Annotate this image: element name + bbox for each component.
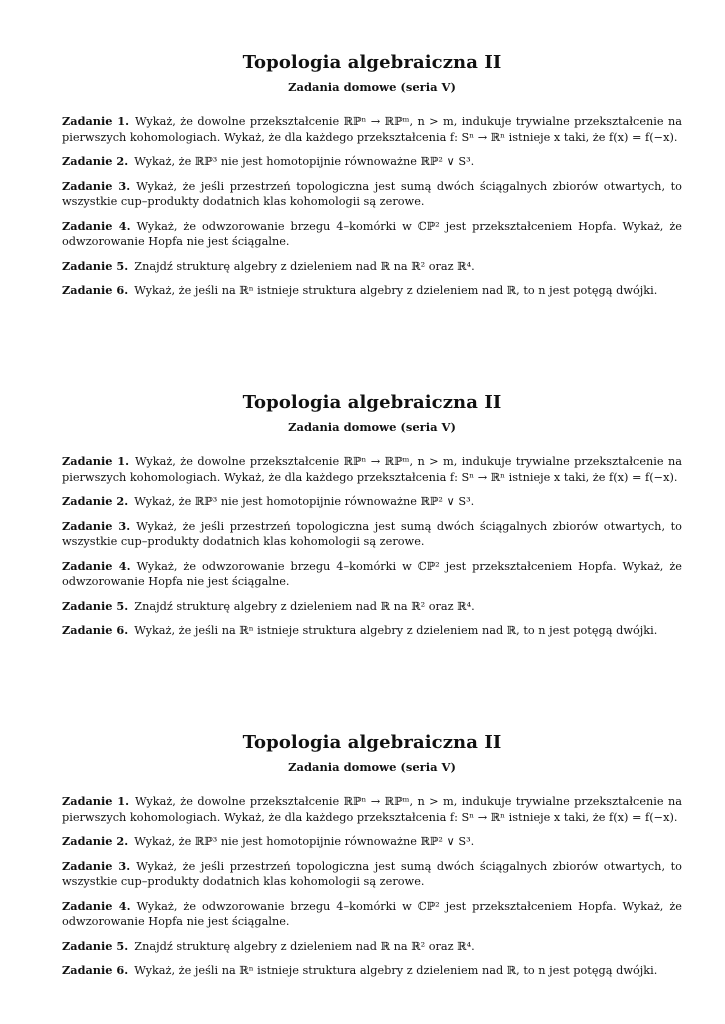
task-6 <box>62 283 682 299</box>
task-3 <box>62 859 682 890</box>
task-label: Zadanie 3. <box>62 518 131 533</box>
task-text: Wykaż, że odwzorowanie brzegu 4–komórki w ℂℙ² jest przekształceniem Hopfa. Wykaż, że odwzorowanie Hopfa nie jest ściągalne. <box>62 899 682 928</box>
task-label: Zadanie 1. <box>62 454 130 468</box>
task-label: Zadanie 5. <box>62 938 129 953</box>
task-text: Wykaż, że ℝℙ³ nie jest homotopijnie równoważne ℝℙ² ∨ S³. <box>134 835 475 848</box>
task-6 <box>62 963 682 979</box>
homework-sheet-1 <box>62 52 682 308</box>
sheet-subtitle: Zadania domowe (seria V) <box>288 80 456 94</box>
sheet-subtitle: Zadania domowe (seria V) <box>288 420 456 434</box>
sheet-title: Topologia algebraiczna II <box>242 732 502 753</box>
task-label: Zadanie 1. <box>62 794 130 808</box>
task-6 <box>62 623 682 639</box>
task-5 <box>62 259 682 275</box>
task-label: Zadanie 3. <box>62 178 131 193</box>
sheet-title: Topologia algebraiczna II <box>242 392 502 413</box>
task-2 <box>62 154 682 170</box>
task-text: Znajdź strukturę algebry z dzieleniem nad ℝ na ℝ² oraz ℝ⁴. <box>134 939 475 953</box>
task-text: Znajdź strukturę algebry z dzieleniem nad ℝ na ℝ² oraz ℝ⁴. <box>134 259 475 273</box>
task-label: Zadanie 4. <box>62 558 131 573</box>
task-text: Wykaż, że jeśli na ℝⁿ istnieje struktura algebry z dzieleniem nad ℝ, to n jest potęgą dwójki. <box>134 624 658 637</box>
task-label: Zadanie 6. <box>62 623 129 637</box>
task-label: Zadanie 2. <box>62 494 129 508</box>
task-5 <box>62 939 682 955</box>
homework-sheet-3 <box>62 732 682 988</box>
task-label: Zadanie 5. <box>62 258 129 273</box>
task-5 <box>62 599 682 615</box>
sheet-subtitle: Zadania domowe (seria V) <box>288 760 456 774</box>
task-text: Znajdź strukturę algebry z dzieleniem nad ℝ na ℝ² oraz ℝ⁴. <box>134 599 475 613</box>
task-text: Wykaż, że dowolne przekształcenie ℝℙⁿ → ℝℙᵐ, n > m, indukuje trywialne przekształcenie na pierwszych kohomologiach. Wykaż, że dla każdego przekształcenia f: Sⁿ → ℝⁿ istnieje x taki, że f(x) = f(−x). <box>62 115 682 144</box>
homework-sheet-2 <box>62 392 682 648</box>
task-list <box>62 114 682 299</box>
task-text: Wykaż, że jeśli przestrzeń topologiczna jest sumą dwóch ściągalnych zbiorów otwartych, to wszystkie cup–produkty dodatnich klas kohomologii są zerowe. <box>62 179 682 208</box>
task-text: Wykaż, że ℝℙ³ nie jest homotopijnie równoważne ℝℙ² ∨ S³. <box>134 495 475 508</box>
task-label: Zadanie 6. <box>62 283 129 297</box>
task-2 <box>62 834 682 850</box>
sheet-title: Topologia algebraiczna II <box>242 52 502 73</box>
task-text: Wykaż, że odwzorowanie brzegu 4–komórki w ℂℙ² jest przekształceniem Hopfa. Wykaż, że odwzorowanie Hopfa nie jest ściągalne. <box>62 559 682 588</box>
task-label: Zadanie 4. <box>62 898 131 913</box>
task-text: Wykaż, że dowolne przekształcenie ℝℙⁿ → ℝℙᵐ, n > m, indukuje trywialne przekształcenie na pierwszych kohomologiach. Wykaż, że dla każdego przekształcenia f: Sⁿ → ℝⁿ istnieje x taki, że f(x) = f(−x). <box>62 795 682 824</box>
task-text: Wykaż, że jeśli przestrzeń topologiczna jest sumą dwóch ściągalnych zbiorów otwartych, to wszystkie cup–produkty dodatnich klas kohomologii są zerowe. <box>62 859 682 888</box>
task-label: Zadanie 5. <box>62 598 129 613</box>
task-4 <box>62 559 682 590</box>
task-label: Zadanie 6. <box>62 963 129 977</box>
task-3 <box>62 519 682 550</box>
task-label: Zadanie 2. <box>62 154 129 168</box>
task-label: Zadanie 1. <box>62 114 130 128</box>
task-3 <box>62 179 682 210</box>
task-text: Wykaż, że jeśli na ℝⁿ istnieje struktura algebry z dzieleniem nad ℝ, to n jest potęgą dwójki. <box>134 284 658 297</box>
task-label: Zadanie 4. <box>62 218 131 233</box>
task-1 <box>62 454 682 485</box>
task-2 <box>62 494 682 510</box>
task-text: Wykaż, że ℝℙ³ nie jest homotopijnie równoważne ℝℙ² ∨ S³. <box>134 155 475 168</box>
task-list <box>62 794 682 979</box>
task-4 <box>62 219 682 250</box>
task-1 <box>62 114 682 145</box>
task-4 <box>62 899 682 930</box>
task-list <box>62 454 682 639</box>
task-text: Wykaż, że dowolne przekształcenie ℝℙⁿ → ℝℙᵐ, n > m, indukuje trywialne przekształcenie na pierwszych kohomologiach. Wykaż, że dla każdego przekształcenia f: Sⁿ → ℝⁿ istnieje x taki, że f(x) = f(−x). <box>62 455 682 484</box>
task-1 <box>62 794 682 825</box>
task-text: Wykaż, że jeśli przestrzeń topologiczna jest sumą dwóch ściągalnych zbiorów otwartych, to wszystkie cup–produkty dodatnich klas kohomologii są zerowe. <box>62 519 682 548</box>
task-label: Zadanie 3. <box>62 858 131 873</box>
task-label: Zadanie 2. <box>62 834 129 848</box>
task-text: Wykaż, że jeśli na ℝⁿ istnieje struktura algebry z dzieleniem nad ℝ, to n jest potęgą dwójki. <box>134 964 658 977</box>
task-text: Wykaż, że odwzorowanie brzegu 4–komórki w ℂℙ² jest przekształceniem Hopfa. Wykaż, że odwzorowanie Hopfa nie jest ściągalne. <box>62 219 682 248</box>
